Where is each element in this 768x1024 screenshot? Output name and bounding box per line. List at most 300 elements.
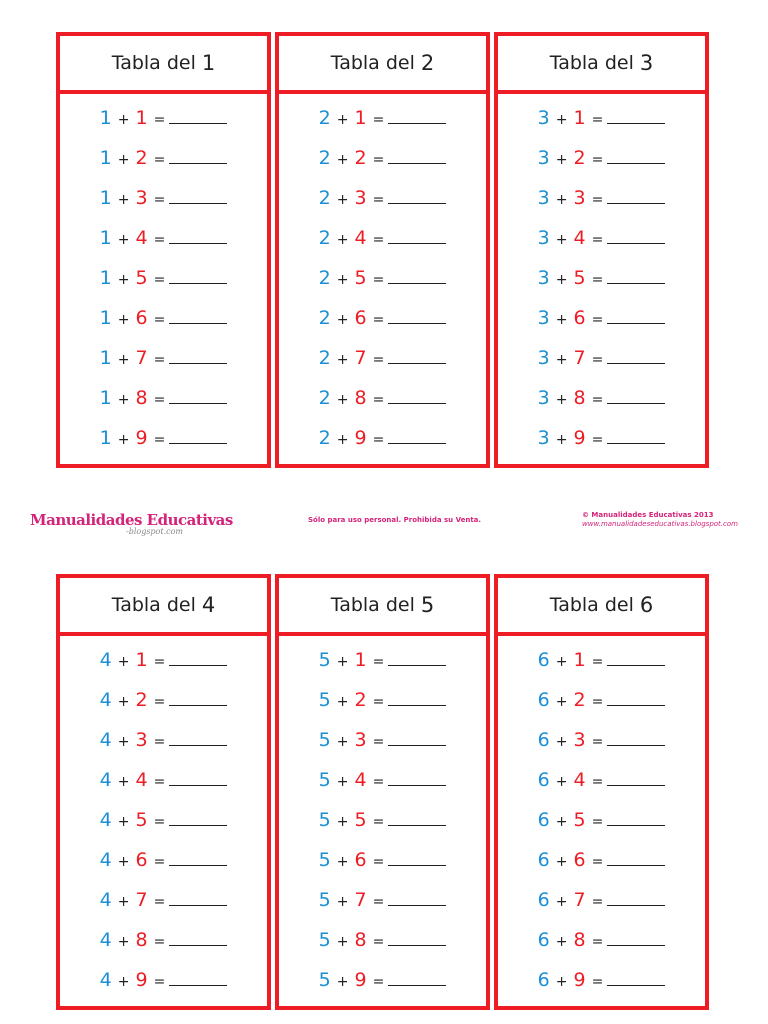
- addition-table-card: [275, 32, 490, 468]
- answer-blank[interactable]: [607, 203, 665, 204]
- second-operand: 6: [135, 306, 148, 329]
- table-title-label: Tabla del: [549, 594, 634, 616]
- second-operand: 7: [573, 888, 586, 911]
- first-operand: 4: [99, 808, 112, 831]
- equation-row: [60, 426, 267, 449]
- second-operand: 6: [354, 848, 367, 871]
- plus-sign: +: [555, 853, 568, 870]
- equals-sign: =: [591, 893, 604, 910]
- equation-row: [279, 808, 486, 831]
- plus-sign: +: [336, 773, 349, 790]
- plus-sign: +: [336, 431, 349, 448]
- first-operand: 6: [537, 808, 550, 831]
- equation-row: [60, 106, 267, 129]
- equals-sign: =: [372, 813, 385, 830]
- second-operand: 4: [135, 226, 148, 249]
- equation-row: [498, 346, 705, 369]
- equation-row: [279, 346, 486, 369]
- equation-row: [60, 928, 267, 951]
- first-operand: 3: [537, 186, 550, 209]
- usage-notice: Sólo para uso personal. Prohibida su Venta.: [308, 516, 482, 524]
- answer-blank[interactable]: [169, 123, 227, 124]
- first-operand: 3: [537, 226, 550, 249]
- plus-sign: +: [117, 813, 130, 830]
- answer-blank[interactable]: [607, 705, 665, 706]
- equals-sign: =: [591, 973, 604, 990]
- equation-row: [279, 648, 486, 671]
- equation-row: [498, 648, 705, 671]
- answer-blank[interactable]: [169, 323, 227, 324]
- equation-row: [60, 728, 267, 751]
- table-title-label: Tabla del: [111, 52, 196, 74]
- second-operand: 2: [135, 688, 148, 711]
- plus-sign: +: [555, 151, 568, 168]
- equation-list: [279, 636, 486, 1006]
- equation-row: [279, 426, 486, 449]
- second-operand: 3: [135, 186, 148, 209]
- equals-sign: =: [372, 653, 385, 670]
- answer-blank[interactable]: [607, 243, 665, 244]
- answer-blank[interactable]: [169, 705, 227, 706]
- table-title: [60, 578, 267, 636]
- equals-sign: =: [153, 391, 166, 408]
- equation-row: [498, 888, 705, 911]
- equation-row: [279, 848, 486, 871]
- answer-blank[interactable]: [607, 163, 665, 164]
- equals-sign: =: [372, 853, 385, 870]
- equation-list: [60, 94, 267, 464]
- second-operand: 6: [573, 306, 586, 329]
- answer-blank[interactable]: [607, 403, 665, 404]
- second-operand: 7: [135, 888, 148, 911]
- first-operand: 6: [537, 888, 550, 911]
- answer-blank[interactable]: [607, 443, 665, 444]
- answer-blank[interactable]: [388, 403, 446, 404]
- answer-blank[interactable]: [388, 905, 446, 906]
- answer-blank[interactable]: [388, 243, 446, 244]
- second-operand: 7: [354, 346, 367, 369]
- copyright-block: [582, 511, 738, 529]
- site-url: www.manualidadeseducativas.blogspot.com: [582, 520, 738, 529]
- plus-sign: +: [555, 653, 568, 670]
- second-operand: 1: [135, 106, 148, 129]
- answer-blank[interactable]: [388, 945, 446, 946]
- answer-blank[interactable]: [169, 865, 227, 866]
- equation-row: [279, 888, 486, 911]
- table-title-label: Tabla del: [111, 594, 196, 616]
- equation-row: [60, 346, 267, 369]
- equals-sign: =: [153, 191, 166, 208]
- equals-sign: =: [591, 391, 604, 408]
- equation-row: [60, 386, 267, 409]
- equation-list: [498, 636, 705, 1006]
- answer-blank[interactable]: [388, 443, 446, 444]
- first-operand: 3: [537, 346, 550, 369]
- equals-sign: =: [372, 973, 385, 990]
- plus-sign: +: [555, 933, 568, 950]
- equals-sign: =: [372, 893, 385, 910]
- first-operand: 4: [99, 648, 112, 671]
- plus-sign: +: [117, 431, 130, 448]
- equation-row: [279, 688, 486, 711]
- equals-sign: =: [153, 231, 166, 248]
- answer-blank[interactable]: [169, 945, 227, 946]
- first-operand: 1: [99, 186, 112, 209]
- equals-sign: =: [591, 151, 604, 168]
- first-operand: 4: [99, 728, 112, 751]
- equation-list: [279, 94, 486, 464]
- second-operand: 3: [354, 186, 367, 209]
- first-operand: 1: [99, 266, 112, 289]
- table-title: [279, 36, 486, 94]
- plus-sign: +: [117, 853, 130, 870]
- plus-sign: +: [555, 311, 568, 328]
- first-operand: 5: [318, 768, 331, 791]
- answer-blank[interactable]: [388, 283, 446, 284]
- addition-table-card: [494, 32, 709, 468]
- first-operand: 1: [99, 386, 112, 409]
- second-operand: 4: [573, 768, 586, 791]
- plus-sign: +: [336, 311, 349, 328]
- equals-sign: =: [372, 391, 385, 408]
- equals-sign: =: [372, 351, 385, 368]
- plus-sign: +: [336, 893, 349, 910]
- second-operand: 9: [135, 968, 148, 991]
- answer-blank[interactable]: [169, 243, 227, 244]
- first-operand: 2: [318, 106, 331, 129]
- answer-blank[interactable]: [607, 945, 665, 946]
- answer-blank[interactable]: [388, 665, 446, 666]
- second-operand: 8: [354, 386, 367, 409]
- answer-blank[interactable]: [607, 283, 665, 284]
- plus-sign: +: [555, 893, 568, 910]
- first-operand: 3: [537, 306, 550, 329]
- equation-row: [498, 266, 705, 289]
- equation-row: [498, 306, 705, 329]
- second-operand: 6: [354, 306, 367, 329]
- equals-sign: =: [591, 853, 604, 870]
- first-operand: 2: [318, 346, 331, 369]
- plus-sign: +: [555, 773, 568, 790]
- table-title: [60, 36, 267, 94]
- answer-blank[interactable]: [607, 785, 665, 786]
- second-operand: 5: [573, 266, 586, 289]
- answer-blank[interactable]: [388, 745, 446, 746]
- answer-blank[interactable]: [169, 203, 227, 204]
- answer-blank[interactable]: [607, 865, 665, 866]
- answer-blank[interactable]: [607, 665, 665, 666]
- answer-blank[interactable]: [388, 785, 446, 786]
- second-operand: 7: [135, 346, 148, 369]
- second-operand: 2: [354, 146, 367, 169]
- first-operand: 5: [318, 688, 331, 711]
- equation-row: [498, 226, 705, 249]
- answer-blank[interactable]: [388, 865, 446, 866]
- table-title-number: 1: [201, 51, 216, 75]
- plus-sign: +: [117, 773, 130, 790]
- equation-row: [279, 768, 486, 791]
- equals-sign: =: [153, 933, 166, 950]
- answer-blank[interactable]: [169, 403, 227, 404]
- second-operand: 1: [135, 648, 148, 671]
- answer-blank[interactable]: [607, 985, 665, 986]
- equation-row: [60, 888, 267, 911]
- second-operand: 5: [135, 808, 148, 831]
- second-operand: 2: [135, 146, 148, 169]
- answer-blank[interactable]: [388, 363, 446, 364]
- first-operand: 6: [537, 968, 550, 991]
- table-title-number: 2: [420, 51, 435, 75]
- plus-sign: +: [117, 973, 130, 990]
- plus-sign: +: [336, 973, 349, 990]
- equals-sign: =: [591, 933, 604, 950]
- second-operand: 7: [573, 346, 586, 369]
- equation-row: [279, 928, 486, 951]
- first-operand: 2: [318, 426, 331, 449]
- answer-blank[interactable]: [607, 363, 665, 364]
- equals-sign: =: [591, 773, 604, 790]
- second-operand: 1: [354, 106, 367, 129]
- equation-row: [498, 688, 705, 711]
- equals-sign: =: [372, 191, 385, 208]
- equals-sign: =: [591, 351, 604, 368]
- second-operand: 4: [354, 226, 367, 249]
- answer-blank[interactable]: [169, 985, 227, 986]
- equals-sign: =: [372, 231, 385, 248]
- second-operand: 9: [573, 968, 586, 991]
- equals-sign: =: [591, 111, 604, 128]
- plus-sign: +: [336, 813, 349, 830]
- plus-sign: +: [117, 151, 130, 168]
- table-title-label: Tabla del: [549, 52, 634, 74]
- first-operand: 4: [99, 768, 112, 791]
- second-operand: 4: [573, 226, 586, 249]
- second-operand: 1: [573, 106, 586, 129]
- equals-sign: =: [591, 311, 604, 328]
- first-operand: 6: [537, 648, 550, 671]
- answer-blank[interactable]: [169, 443, 227, 444]
- equals-sign: =: [153, 311, 166, 328]
- plus-sign: +: [336, 733, 349, 750]
- plus-sign: +: [336, 191, 349, 208]
- equation-row: [60, 266, 267, 289]
- second-operand: 9: [135, 426, 148, 449]
- second-operand: 3: [354, 728, 367, 751]
- equals-sign: =: [591, 431, 604, 448]
- addition-table-card: [56, 32, 271, 468]
- plus-sign: +: [336, 693, 349, 710]
- table-title-number: 5: [420, 593, 435, 617]
- equation-row: [60, 306, 267, 329]
- equation-row: [279, 146, 486, 169]
- plus-sign: +: [117, 391, 130, 408]
- plus-sign: +: [555, 733, 568, 750]
- equation-list: [60, 636, 267, 1006]
- table-title: [498, 578, 705, 636]
- second-operand: 9: [354, 426, 367, 449]
- equation-list: [498, 94, 705, 464]
- plus-sign: +: [336, 231, 349, 248]
- equation-row: [279, 226, 486, 249]
- equation-row: [498, 848, 705, 871]
- answer-blank[interactable]: [169, 745, 227, 746]
- equation-row: [60, 648, 267, 671]
- first-operand: 1: [99, 226, 112, 249]
- second-operand: 9: [354, 968, 367, 991]
- second-operand: 3: [573, 186, 586, 209]
- answer-blank[interactable]: [607, 745, 665, 746]
- bottom-tables-grid: [56, 574, 709, 1010]
- table-title: [279, 578, 486, 636]
- plus-sign: +: [117, 733, 130, 750]
- plus-sign: +: [555, 813, 568, 830]
- equation-row: [60, 768, 267, 791]
- first-operand: 5: [318, 808, 331, 831]
- answer-blank[interactable]: [169, 283, 227, 284]
- second-operand: 8: [573, 928, 586, 951]
- answer-blank[interactable]: [607, 825, 665, 826]
- plus-sign: +: [117, 693, 130, 710]
- table-title-number: 4: [201, 593, 216, 617]
- second-operand: 4: [354, 768, 367, 791]
- answer-blank[interactable]: [169, 785, 227, 786]
- second-operand: 8: [135, 386, 148, 409]
- equation-row: [60, 226, 267, 249]
- equals-sign: =: [591, 231, 604, 248]
- equals-sign: =: [591, 813, 604, 830]
- equation-row: [279, 306, 486, 329]
- equals-sign: =: [372, 311, 385, 328]
- equals-sign: =: [153, 653, 166, 670]
- equals-sign: =: [372, 733, 385, 750]
- equation-row: [279, 386, 486, 409]
- first-operand: 5: [318, 648, 331, 671]
- first-operand: 6: [537, 728, 550, 751]
- second-operand: 5: [573, 808, 586, 831]
- equals-sign: =: [153, 733, 166, 750]
- equals-sign: =: [372, 151, 385, 168]
- second-operand: 5: [135, 266, 148, 289]
- first-operand: 1: [99, 426, 112, 449]
- plus-sign: +: [117, 191, 130, 208]
- answer-blank[interactable]: [388, 203, 446, 204]
- equals-sign: =: [591, 191, 604, 208]
- plus-sign: +: [555, 111, 568, 128]
- plus-sign: +: [555, 231, 568, 248]
- addition-table-card: [494, 574, 709, 1010]
- table-title-number: 3: [639, 51, 654, 75]
- first-operand: 5: [318, 968, 331, 991]
- second-operand: 8: [135, 928, 148, 951]
- equals-sign: =: [153, 111, 166, 128]
- first-operand: 2: [318, 186, 331, 209]
- answer-blank[interactable]: [169, 363, 227, 364]
- plus-sign: +: [117, 311, 130, 328]
- first-operand: 1: [99, 146, 112, 169]
- equation-row: [60, 186, 267, 209]
- second-operand: 1: [354, 648, 367, 671]
- answer-blank[interactable]: [388, 825, 446, 826]
- addition-table-card: [56, 574, 271, 1010]
- logo: Manualidades Educativas: [30, 511, 233, 529]
- plus-sign: +: [555, 351, 568, 368]
- equation-row: [279, 968, 486, 991]
- answer-blank[interactable]: [607, 323, 665, 324]
- equation-row: [60, 808, 267, 831]
- plus-sign: +: [336, 853, 349, 870]
- equation-row: [498, 146, 705, 169]
- plus-sign: +: [117, 351, 130, 368]
- equation-row: [498, 386, 705, 409]
- equals-sign: =: [153, 271, 166, 288]
- plus-sign: +: [117, 893, 130, 910]
- first-operand: 1: [99, 106, 112, 129]
- first-operand: 2: [318, 226, 331, 249]
- equals-sign: =: [591, 693, 604, 710]
- plus-sign: +: [336, 933, 349, 950]
- plus-sign: +: [117, 271, 130, 288]
- table-title-label: Tabla del: [330, 52, 415, 74]
- answer-blank[interactable]: [388, 323, 446, 324]
- answer-blank[interactable]: [388, 123, 446, 124]
- equals-sign: =: [372, 111, 385, 128]
- second-operand: 2: [573, 146, 586, 169]
- page-footer: [30, 505, 742, 545]
- first-operand: 3: [537, 106, 550, 129]
- first-operand: 4: [99, 888, 112, 911]
- equals-sign: =: [591, 271, 604, 288]
- first-operand: 6: [537, 688, 550, 711]
- equation-row: [279, 186, 486, 209]
- answer-blank[interactable]: [607, 905, 665, 906]
- plus-sign: +: [336, 653, 349, 670]
- second-operand: 2: [573, 688, 586, 711]
- answer-blank[interactable]: [169, 825, 227, 826]
- first-operand: 4: [99, 688, 112, 711]
- equals-sign: =: [153, 973, 166, 990]
- first-operand: 3: [537, 266, 550, 289]
- first-operand: 2: [318, 306, 331, 329]
- first-operand: 5: [318, 928, 331, 951]
- answer-blank[interactable]: [388, 985, 446, 986]
- plus-sign: +: [336, 271, 349, 288]
- equals-sign: =: [153, 853, 166, 870]
- second-operand: 5: [354, 266, 367, 289]
- answer-blank[interactable]: [169, 163, 227, 164]
- equation-row: [279, 728, 486, 751]
- plus-sign: +: [555, 973, 568, 990]
- first-operand: 2: [318, 386, 331, 409]
- answer-blank[interactable]: [607, 123, 665, 124]
- answer-blank[interactable]: [388, 705, 446, 706]
- answer-blank[interactable]: [388, 163, 446, 164]
- equals-sign: =: [153, 351, 166, 368]
- plus-sign: +: [336, 111, 349, 128]
- second-operand: 8: [573, 386, 586, 409]
- table-title-label: Tabla del: [330, 594, 415, 616]
- second-operand: 5: [354, 808, 367, 831]
- equation-row: [60, 146, 267, 169]
- addition-table-card: [275, 574, 490, 1010]
- equals-sign: =: [372, 773, 385, 790]
- plus-sign: +: [117, 231, 130, 248]
- equals-sign: =: [591, 733, 604, 750]
- answer-blank[interactable]: [169, 665, 227, 666]
- equals-sign: =: [153, 893, 166, 910]
- answer-blank[interactable]: [169, 905, 227, 906]
- equals-sign: =: [153, 431, 166, 448]
- equation-row: [60, 968, 267, 991]
